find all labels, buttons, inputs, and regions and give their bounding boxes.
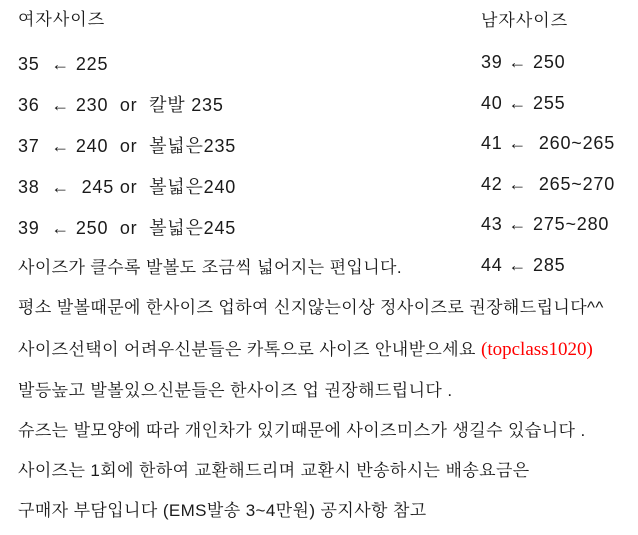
note-exchange-policy: 사이즈는 1회에 한하여 교환해드리며 교환시 반송하시는 배송요금은 [18,461,530,480]
note-true-to-size: 평소 발볼때문에 한사이즈 업하여 신지않는이상 정사이즈로 권장해드립니다^^ [18,298,604,317]
note-kakao-guide [18,339,593,360]
men-size-row: 40 ← 255 [481,93,566,113]
men-size-row: 39 ← 250 [481,52,566,72]
men-size-row: 44 ← 285 [481,255,566,275]
women-size-row: 37 ← 240 or 볼넓은235 [18,136,237,156]
women-size-row: 36 ← 230 or 칼발 235 [18,95,224,115]
kakao-id-highlight: (topclass1020) [481,339,593,360]
men-size-title: 남자사이즈 [481,11,569,30]
women-size-row: 35 ← 225 [18,54,109,74]
men-size-row: 41 ← 260~265 [481,133,616,153]
note-size-up: 발등높고 발볼있으신분들은 한사이즈 업 권장해드립니다 . [18,381,453,400]
note-kakao-guide-text: 사이즈선택이 어려우신분들은 카톡으로 사이즈 안내받으세요 [18,340,481,359]
men-size-row: 42 ← 265~270 [481,174,616,194]
note-shipping-cost: 구매자 부담입니다 (EMS발송 3~4만원) 공지사항 참고 [18,501,427,520]
women-size-row: 39 ← 250 or 볼넓은245 [18,218,237,238]
women-size-title: 여자사이즈 [18,10,106,29]
women-size-row: 38 ← 245 or 볼넓은240 [18,177,237,197]
note-size-mismatch: 슈즈는 발모양에 따라 개인차가 있기때문에 사이즈미스가 생길수 있습니다 . [18,421,586,440]
note-foot-width: 사이즈가 클수록 발볼도 조금씩 넓어지는 편입니다. [18,258,402,277]
men-size-row: 43 ← 275~280 [481,214,610,234]
